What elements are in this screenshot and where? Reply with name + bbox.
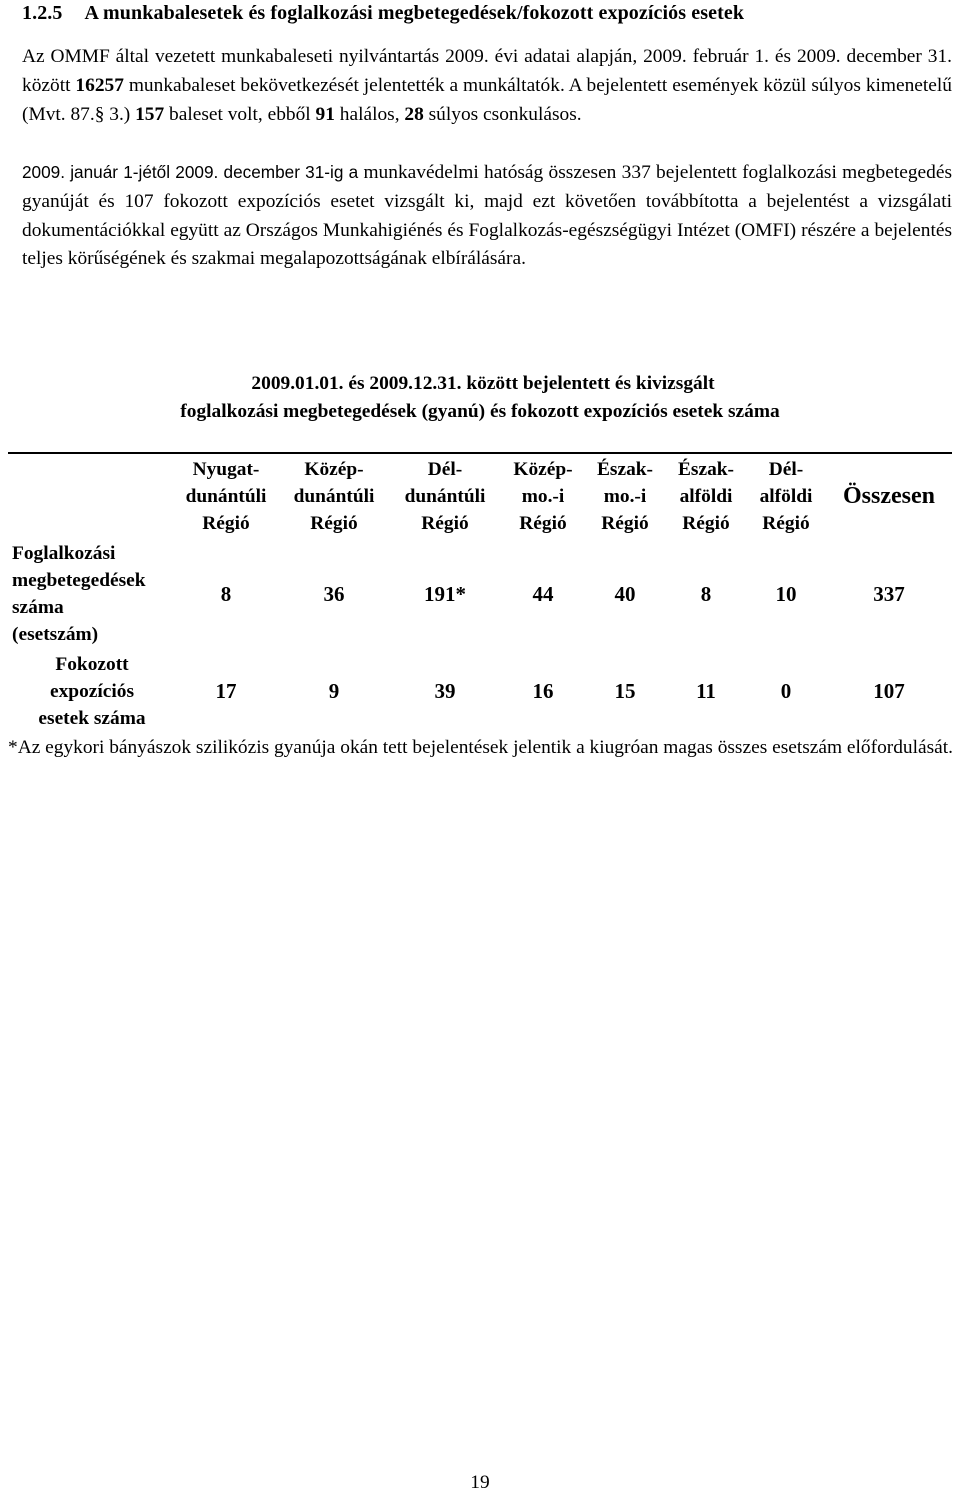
regional-cases-table bbox=[8, 452, 952, 734]
footnote: *Az egykori bányászok szilikózis gyanúja okán tett bejelentések jelentik a kiugróan magas összes esetszám előfordulását. bbox=[8, 737, 953, 758]
table-caption-line-2: foglalkozási megbetegedések (gyanú) és fokozott expozíciós esetek száma bbox=[180, 401, 780, 422]
table-cell: 16 bbox=[532, 678, 554, 703]
row-label: Fokozott expozíciós esetek száma bbox=[38, 653, 146, 729]
paragraph2-text: munkavédelmi hatóság összesen 337 bejelentett foglalkozási megbetegedés gyanúját és 107 fokozott expozíciós esetet vizsgált ki, majd ezt követően továbbította a bejelentést a vizsgálati dokumentációkkal együtt az Országos Munkahigiénés és Foglalkozás-egészségügyi Intézet (OMFI) részére a bejelentés teljes körűségének és szakmai megalapozottságának elbírálására. bbox=[22, 162, 952, 270]
column-header-region: Dél- dunántúli Régió bbox=[404, 458, 486, 534]
table-row bbox=[8, 540, 952, 648]
table-cell: 11 bbox=[696, 678, 716, 703]
table-cell: 10 bbox=[775, 581, 797, 606]
table-cell: 17 bbox=[215, 678, 237, 703]
table-cell: 8 bbox=[220, 581, 232, 606]
paragraph-accidents bbox=[22, 43, 952, 129]
paragraph2-date-range: 2009. január 1-jétől 2009. december 31-ig a bbox=[22, 162, 359, 182]
paragraph1-text-4: halálos, bbox=[334, 103, 405, 125]
mutilation-accidents-value: 28 bbox=[404, 103, 424, 125]
paragraph1-text-3: baleset volt, ebből bbox=[164, 103, 316, 125]
table-cell: 36 bbox=[323, 581, 345, 606]
column-header-region: Észak- mo.-i Régió bbox=[596, 458, 654, 534]
header-corner bbox=[8, 452, 172, 540]
column-header-region: Közép- dunántúli Régió bbox=[293, 458, 375, 534]
table-cell: 44 bbox=[532, 581, 554, 606]
table-caption bbox=[0, 370, 960, 426]
paragraph-diseases bbox=[22, 158, 952, 274]
serious-accidents-value: 157 bbox=[135, 103, 165, 125]
table-cell: 8 bbox=[700, 581, 712, 606]
table-cell: 337 bbox=[873, 581, 905, 606]
section-title: A munkabalesetek és foglalkozási megbetegedések/fokozott expozíciós esetek bbox=[84, 2, 745, 24]
page-number: 19 bbox=[470, 1472, 490, 1493]
table-cell: 0 bbox=[780, 678, 792, 703]
table-header-row bbox=[8, 452, 952, 540]
table-cell: 40 bbox=[614, 581, 636, 606]
table-cell: 191* bbox=[424, 581, 466, 606]
table-caption-line-1: 2009.01.01. és 2009.12.31. között bejelentett és kivizsgált bbox=[251, 373, 715, 394]
column-header-region: Közép- mo.-i Régió bbox=[513, 458, 573, 534]
column-header-region: Dél- alföldi Régió bbox=[759, 458, 813, 534]
column-header-region: Észak- alföldi Régió bbox=[677, 458, 735, 534]
row-label: Foglalkozási megbetegedések száma (esetszám) bbox=[12, 543, 146, 645]
paragraph1-text-2: munkabaleset bekövetkezését jelentették a munkáltatók. A bejelentett események közül súlyos kimenetelű (Mvt. 87.§ 3.) bbox=[22, 74, 952, 125]
table-row bbox=[8, 648, 952, 734]
section-heading bbox=[22, 2, 744, 25]
table-cell: 15 bbox=[614, 678, 636, 703]
total-accidents-value: 16257 bbox=[75, 74, 124, 96]
column-header-total: Összesen bbox=[843, 482, 935, 509]
section-number: 1.2.5 bbox=[22, 2, 63, 24]
paragraph1-text-1: Az OMMF által vezetett munkabaleseti nyilvántartás 2009. évi adatai alapján, 2009. február 1. és 2009. december 31. között bbox=[22, 46, 952, 96]
table-cell: 39 bbox=[434, 678, 456, 703]
table-cell: 9 bbox=[328, 678, 340, 703]
fatal-accidents-value: 91 bbox=[315, 103, 335, 125]
column-header-region: Nyugat- dunántúli Régió bbox=[185, 458, 267, 534]
paragraph1-text-5: súlyos csonkulásos. bbox=[423, 103, 582, 125]
table-cell: 107 bbox=[873, 678, 905, 703]
